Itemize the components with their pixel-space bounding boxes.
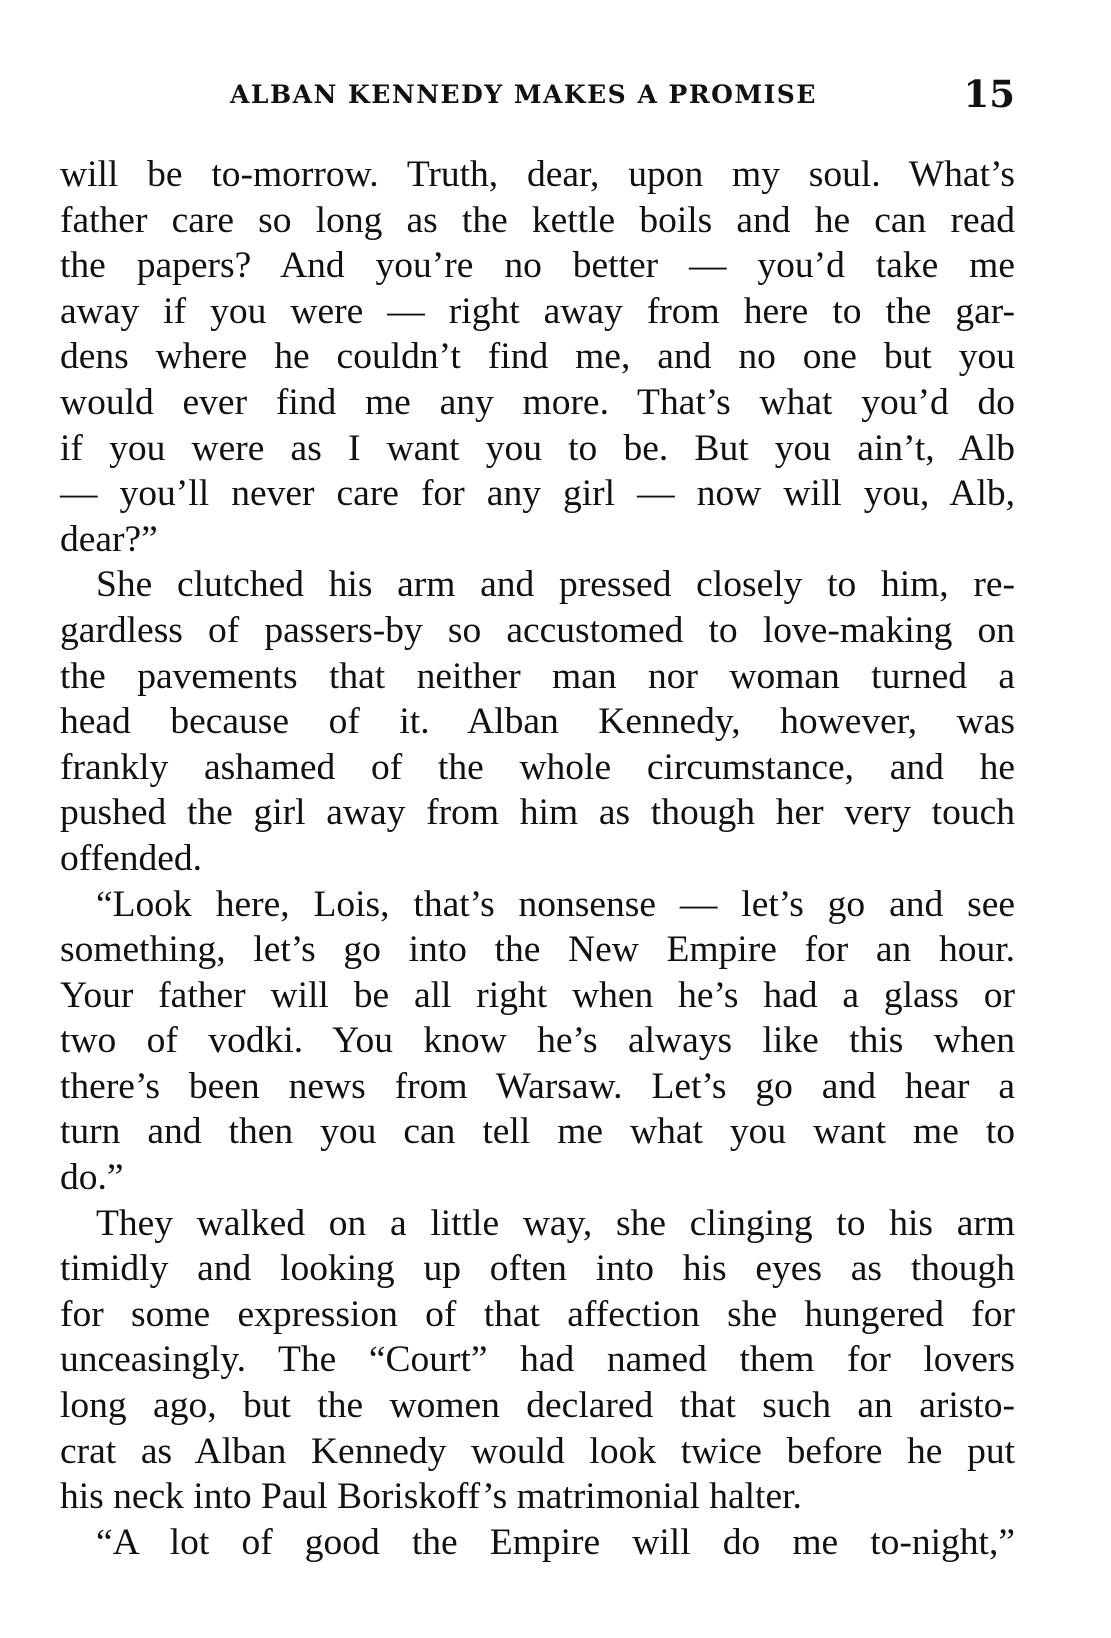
text-line: two of vodki. You know he’s always like this when — [60, 1020, 1015, 1062]
text-line: — you’ll never care for any girl — now will you, Alb, — [60, 473, 1015, 515]
text-line: father care so long as the kettle boils and he can read — [60, 199, 1015, 241]
text-line: the pavements that neither man nor woman turned a — [60, 655, 1015, 697]
text-line: if you were as I want you to be. But you ain’t, Alb — [60, 427, 1015, 469]
text-line: head because of it. Alban Kennedy, however, was — [60, 701, 1015, 743]
paragraph-first-line: They walked on a little way, she clinging to his arm — [96, 1202, 1015, 1244]
text-line: frankly ashamed of the whole circumstance, and he — [60, 746, 1015, 788]
text-line: long ago, but the women declared that such an aristo- — [60, 1385, 1015, 1427]
text-line: away if you were — right away from here to the gar- — [60, 290, 1015, 332]
text-line: turn and then you can tell me what you want me to — [60, 1111, 1015, 1153]
text-line: pushed the girl away from him as though her very touch — [60, 792, 1015, 834]
text-line: gardless of passers-by so accustomed to love-making on — [60, 609, 1015, 651]
text-line: timidly and looking up often into his eyes as though — [60, 1248, 1015, 1290]
text-line: something, let’s go into the New Empire for an hour. — [60, 929, 1015, 971]
text-line: there’s been news from Warsaw. Let’s go and hear a — [60, 1065, 1015, 1107]
text-line: offended. — [60, 837, 202, 879]
page-number: 15 — [963, 72, 1015, 116]
paragraph-first-line: She clutched his arm and pressed closely to him, re- — [96, 564, 1015, 606]
text-line: would ever find me any more. That’s what you’d do — [60, 381, 1015, 423]
text-line: Your father will be all right when he’s had a glass or — [60, 974, 1015, 1016]
running-head — [60, 72, 1015, 122]
text-line: crat as Alban Kennedy would look twice before he put — [60, 1430, 1015, 1472]
running-title: ALBAN KENNEDY MAKES A PROMISE — [230, 80, 817, 109]
text-line: the papers? And you’re no better — you’d take me — [60, 245, 1015, 287]
paragraph-first-line: “Look here, Lois, that’s nonsense — let’s go and see — [96, 883, 1015, 925]
text-line: for some expression of that affection she hungered for — [60, 1293, 1015, 1335]
paragraph-first-line: “A lot of good the Empire will do me to-night,” — [96, 1521, 1015, 1563]
text-line: dear?” — [60, 518, 158, 560]
text-line: his neck into Paul Boriskoff’s matrimonial halter. — [60, 1476, 802, 1518]
text-line: do.” — [60, 1157, 124, 1199]
text-line: dens where he couldn’t find me, and no one but you — [60, 336, 1015, 378]
text-line: unceasingly. The “Court” had named them for lovers — [60, 1339, 1015, 1381]
body-text — [60, 152, 1015, 1565]
text-line: will be to-morrow. Truth, dear, upon my soul. What’s — [60, 154, 1015, 195]
